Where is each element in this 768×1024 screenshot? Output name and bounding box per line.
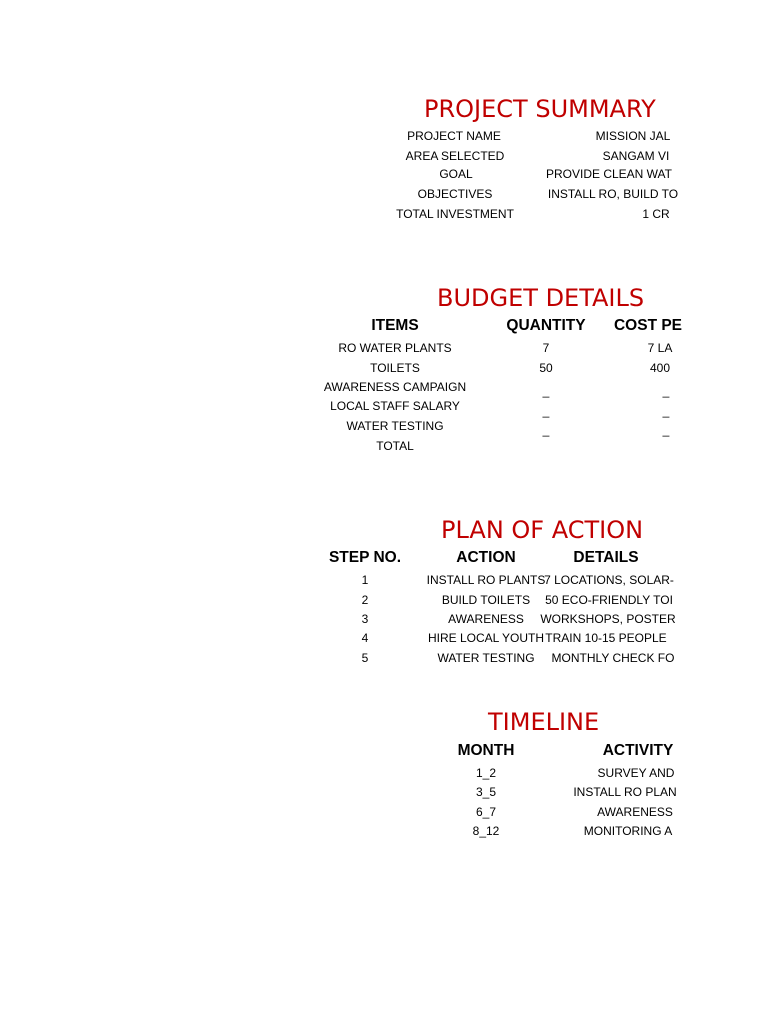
budget-cost: 7 LA (647, 341, 673, 355)
budget-cost: _ (662, 423, 670, 437)
summary-label: AREA SELECTED (405, 149, 505, 163)
plan-of-action-heading: PLAN OF ACTION (441, 516, 644, 544)
budget-cost: _ (662, 404, 670, 418)
budget-header-cost: COST PE (613, 317, 683, 334)
timeline-heading: TIMELINE (488, 708, 600, 736)
timeline-month: 8_12 (472, 824, 500, 838)
plan-details: 50 ECO-FRIENDLY TOI (545, 593, 673, 607)
timeline-activity: SURVEY AND (597, 766, 675, 780)
summary-label: PROJECT NAME (407, 129, 501, 143)
budget-header-quantity: QUANTITY (506, 317, 586, 334)
budget-total-label: TOTAL (376, 439, 414, 453)
budget-quantity: 50 (539, 361, 553, 375)
timeline-activity: AWARENESS (597, 805, 673, 819)
project-summary-heading: PROJECT SUMMARY (424, 95, 656, 123)
budget-item: AWARENESS CAMPAIGN (323, 380, 467, 394)
budget-item: LOCAL STAFF SALARY (330, 399, 460, 413)
timeline-month: 3_5 (475, 785, 497, 799)
plan-step-number: 1 (361, 573, 369, 587)
budget-quantity: _ (542, 423, 550, 437)
summary-value: INSTALL RO, BUILD TO (547, 187, 679, 201)
plan-details: WORKSHOPS, POSTER (540, 612, 676, 626)
plan-action: INSTALL RO PLANTS (426, 573, 546, 587)
plan-header-details: DETAILS (573, 549, 639, 566)
timeline-header-month: MONTH (457, 742, 515, 759)
budget-item: WATER TESTING (346, 419, 444, 433)
timeline-activity: INSTALL RO PLAN (573, 785, 677, 799)
budget-quantity: _ (542, 384, 550, 398)
summary-label: OBJECTIVES (417, 187, 493, 201)
plan-action: AWARENESS (448, 612, 524, 626)
plan-step-number: 4 (361, 631, 369, 645)
plan-step-number: 5 (361, 651, 369, 665)
budget-item: TOILETS (370, 361, 420, 375)
timeline-header-activity: ACTIVITY (602, 742, 674, 759)
plan-action: BUILD TOILETS (441, 593, 531, 607)
summary-value: SANGAM VI (602, 149, 670, 163)
budget-header-items: ITEMS (371, 317, 419, 334)
plan-action: HIRE LOCAL YOUTH (427, 631, 545, 645)
summary-label: TOTAL INVESTMENT (396, 207, 514, 221)
summary-value: MISSION JAL (595, 129, 671, 143)
plan-header-step: STEP NO. (328, 549, 402, 566)
plan-header-action: ACTION (456, 549, 516, 566)
plan-action: WATER TESTING (437, 651, 535, 665)
budget-item: RO WATER PLANTS (338, 341, 452, 355)
plan-details: MONTHLY CHECK FO (551, 651, 675, 665)
timeline-month: 1_2 (475, 766, 497, 780)
plan-details: TRAIN 10-15 PEOPLE (545, 631, 667, 645)
plan-step-number: 2 (361, 593, 369, 607)
summary-value: PROVIDE CLEAN WAT (545, 167, 673, 181)
summary-value: 1 CR (642, 207, 670, 221)
budget-cost: _ (662, 384, 670, 398)
budget-details-heading: BUDGET DETAILS (437, 284, 645, 312)
budget-quantity: 7 (542, 341, 550, 355)
timeline-activity: MONITORING A (583, 824, 673, 838)
plan-step-number: 3 (361, 612, 369, 626)
budget-quantity: _ (542, 404, 550, 418)
budget-cost: 400 (649, 361, 671, 375)
summary-label: GOAL (439, 167, 473, 181)
plan-details: 7 LOCATIONS, SOLAR- (544, 573, 674, 587)
timeline-month: 6_7 (475, 805, 497, 819)
